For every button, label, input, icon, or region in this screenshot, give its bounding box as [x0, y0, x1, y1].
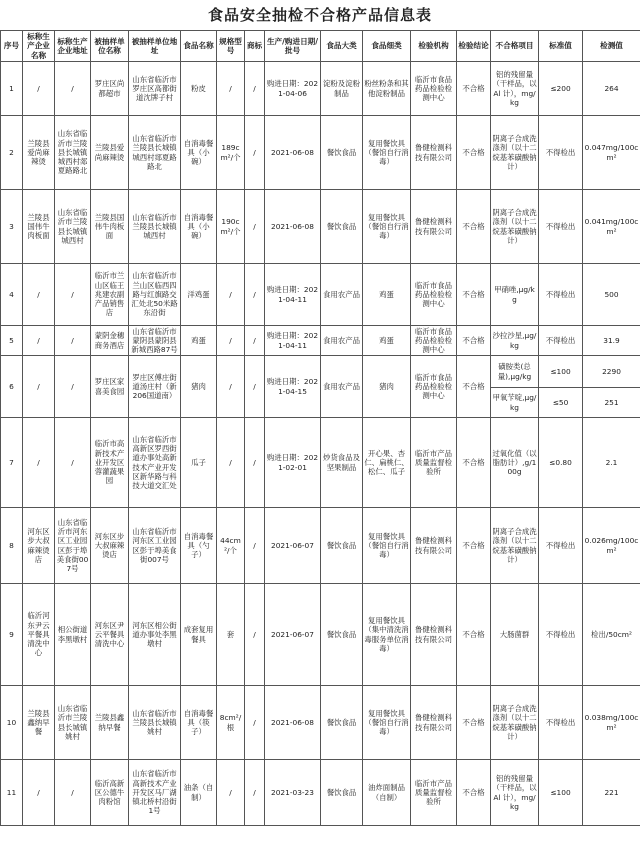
cell-brand: /	[245, 686, 265, 760]
cell-brand: /	[245, 326, 265, 356]
cell-unit-addr: 山东省临沂市高新技术产业开发区马厂湖镇北桥村沿街1号	[129, 760, 181, 826]
cell-unit-addr: 山东省临沂市蒙阴县蒙阴县新城西路87号	[129, 326, 181, 356]
cell-mfr: 兰陵县爱尚麻辣烫	[23, 116, 55, 190]
cell-cat: 餐饮食品	[321, 584, 363, 686]
cell-subcat: 复用餐饮具（餐馆自行消毒）	[363, 686, 411, 760]
cell-mfr-addr: /	[55, 264, 91, 326]
cell-mfr-addr: /	[55, 760, 91, 826]
cell-food: 瓜子	[181, 418, 217, 508]
cell-date: 2021-06-08	[265, 116, 321, 190]
cell-idx: 6	[1, 356, 23, 418]
cell-val: 2290	[583, 356, 640, 388]
cell-unit-addr: 山东省临沂市兰陵县长城镇城西村	[129, 190, 181, 264]
table-row	[1, 190, 640, 264]
cell-result: 不合格	[457, 264, 491, 326]
table-row	[1, 116, 640, 190]
cell-item: 沙拉沙星,μg/kg	[491, 326, 539, 356]
cell-spec: /	[217, 356, 245, 418]
cell-subcat: 开心果、杏仁、扁桃仁、松仁、瓜子	[363, 418, 411, 508]
cell-subcat: 复用餐饮具（餐馆自行消毒）	[363, 116, 411, 190]
table-row	[1, 760, 640, 826]
cell-date: 购进日期：2021-04-06	[265, 62, 321, 116]
cell-std: ≤0.80	[539, 418, 583, 508]
cell-item: 铝的残留量（干样品，以 Al 计），mg/kg	[491, 62, 539, 116]
cell-subcat: 鸡蛋	[363, 264, 411, 326]
column-header: 被抽样单位地址	[129, 31, 181, 62]
cell-subcat: 粉丝粉条和其他淀粉制品	[363, 62, 411, 116]
cell-item: 磺胺类(总量),μg/kg	[491, 356, 539, 388]
cell-unit: 临沂高新区公德牛肉粉馆	[91, 760, 129, 826]
cell-unit-addr: 山东省临沂市罗庄区高都街道沈牌子村	[129, 62, 181, 116]
cell-brand: /	[245, 116, 265, 190]
table-row	[1, 584, 640, 686]
cell-lab: 鲁健检测科技有限公司	[411, 686, 457, 760]
column-header: 食品名称	[181, 31, 217, 62]
cell-subcat: 油炸面制品（自制）	[363, 760, 411, 826]
cell-subcat: 复用餐饮具（餐馆自行消毒）	[363, 190, 411, 264]
cell-cat: 食用农产品	[321, 326, 363, 356]
cell-date: 2021-03-23	[265, 760, 321, 826]
cell-cat: 炒货食品及坚果制品	[321, 418, 363, 508]
cell-mfr-addr: /	[55, 326, 91, 356]
cell-lab: 临沂市食品药品检验检测中心	[411, 62, 457, 116]
cell-brand: /	[245, 418, 265, 508]
cell-date: 2021-06-08	[265, 686, 321, 760]
table-row	[1, 356, 640, 388]
cell-item: 甲硝唑,μg/kg	[491, 264, 539, 326]
cell-unit: 罗庄区家喜美食园	[91, 356, 129, 418]
cell-std: 不得检出	[539, 116, 583, 190]
cell-subcat: 复用餐饮具（餐馆自行消毒）	[363, 508, 411, 584]
cell-mfr: 兰陵县国伟牛肉板面	[23, 190, 55, 264]
cell-idx: 7	[1, 418, 23, 508]
page-title: 食品安全抽检不合格产品信息表	[207, 6, 432, 24]
cell-unit: 罗庄区尚都超市	[91, 62, 129, 116]
cell-brand: /	[245, 62, 265, 116]
cell-idx: 8	[1, 508, 23, 584]
table-row	[1, 686, 640, 760]
cell-cat: 食用农产品	[321, 356, 363, 418]
cell-spec: /	[217, 326, 245, 356]
cell-lab: 鲁健检测科技有限公司	[411, 584, 457, 686]
cell-result: 不合格	[457, 326, 491, 356]
cell-unit-addr: 山东省临沂市兰陵县长城镇城西村郯夏路路北	[129, 116, 181, 190]
cell-cat: 食用农产品	[321, 264, 363, 326]
table-row	[1, 508, 640, 584]
cell-brand: /	[245, 190, 265, 264]
cell-mfr: /	[23, 356, 55, 418]
cell-idx: 3	[1, 190, 23, 264]
column-header: 被抽样单位名称	[91, 31, 129, 62]
cell-val: 0.041mg/100cm²	[583, 190, 640, 264]
cell-date: 购进日期：2021-02-01	[265, 418, 321, 508]
cell-result: 不合格	[457, 686, 491, 760]
cell-lab: 鲁健检测科技有限公司	[411, 508, 457, 584]
cell-std: 不得检出	[539, 190, 583, 264]
cell-std: 不得检出	[539, 508, 583, 584]
cell-cat: 餐饮食品	[321, 508, 363, 584]
header-row	[1, 31, 640, 62]
cell-date: 2021-06-08	[265, 190, 321, 264]
cell-lab: 临沂市产品质量监督检验所	[411, 760, 457, 826]
cell-idx: 4	[1, 264, 23, 326]
cell-mfr: 兰陵县鑫纳早餐	[23, 686, 55, 760]
cell-food: 自消毒餐具（勺子）	[181, 508, 217, 584]
column-header: 标准值	[539, 31, 583, 62]
cell-result: 不合格	[457, 760, 491, 826]
cell-val: 251	[583, 388, 640, 418]
cell-spec: /	[217, 760, 245, 826]
table-row	[1, 418, 640, 508]
cell-unit-addr: 河东区相公街道办事处李黑墩村	[129, 584, 181, 686]
cell-mfr: /	[23, 418, 55, 508]
cell-mfr: /	[23, 760, 55, 826]
cell-lab: 临沂市食品药品检验检测中心	[411, 326, 457, 356]
table-row	[1, 62, 640, 116]
cell-mfr-addr: 山东省临沂市兰陵县长城镇姚村	[55, 686, 91, 760]
cell-brand: /	[245, 584, 265, 686]
cell-unit-addr: 山东省临沂市兰山区临西四路与红旗路交汇处北50米路东沿街	[129, 264, 181, 326]
cell-unit-addr: 罗庄区傅庄街道汤庄村（新206国道南）	[129, 356, 181, 418]
cell-mfr: 临沂河东尹云平餐具清洗中心	[23, 584, 55, 686]
column-header: 食品细类	[363, 31, 411, 62]
cell-val: 221	[583, 760, 640, 826]
table-row	[1, 326, 640, 356]
cell-spec: 套	[217, 584, 245, 686]
cell-val: 0.026mg/100cm²	[583, 508, 640, 584]
cell-idx: 2	[1, 116, 23, 190]
cell-food: 鸡蛋	[181, 326, 217, 356]
column-header: 检测值	[583, 31, 640, 62]
cell-mfr-addr: /	[55, 418, 91, 508]
cell-food: 成套复用餐具	[181, 584, 217, 686]
column-header: 检验机构	[411, 31, 457, 62]
cell-mfr-addr: 山东省临沂市河东区工业园区彭于埠美食街007号	[55, 508, 91, 584]
cell-unit: 临沂市高新技术产业开发区蓉灌蔬果园	[91, 418, 129, 508]
column-header: 标称生产企业地址	[55, 31, 91, 62]
cell-val: 2.1	[583, 418, 640, 508]
cell-item: 铝的残留量（干样品，以 Al 计），mg/kg	[491, 760, 539, 826]
cell-subcat: 鸡蛋	[363, 326, 411, 356]
cell-brand: /	[245, 356, 265, 418]
cell-unit-addr: 山东省临沂市兰陵县长城镇姚村	[129, 686, 181, 760]
cell-result: 不合格	[457, 418, 491, 508]
cell-spec: /	[217, 264, 245, 326]
cell-unit: 兰陵县爱尚麻辣烫	[91, 116, 129, 190]
cell-date: 2021-06-07	[265, 584, 321, 686]
cell-unit-addr: 山东省临沂市高新区罗西街道办事处高新技术产业开发区新华路与科技大道交汇处	[129, 418, 181, 508]
cell-result: 不合格	[457, 190, 491, 264]
cell-spec: /	[217, 418, 245, 508]
cell-item: 大肠菌群	[491, 584, 539, 686]
cell-mfr: /	[23, 326, 55, 356]
cell-mfr-addr: 山东省临沂市兰陵县长城镇城西村郯夏路路北	[55, 116, 91, 190]
cell-date: 购进日期：2021-04-11	[265, 264, 321, 326]
cell-idx: 5	[1, 326, 23, 356]
table-row	[1, 264, 640, 326]
cell-unit: 兰陵县鑫纳早餐	[91, 686, 129, 760]
cell-spec: 190cm²/个	[217, 190, 245, 264]
column-header: 标称生产企业名称	[23, 31, 55, 62]
cell-cat: 餐饮食品	[321, 686, 363, 760]
cell-spec: 44cm²/个	[217, 508, 245, 584]
cell-std: ≤50	[539, 388, 583, 418]
cell-unit: 河东区尹云平餐具清洗中心	[91, 584, 129, 686]
cell-val: 0.047mg/100cm²	[583, 116, 640, 190]
inspection-table	[0, 30, 640, 826]
cell-brand: /	[245, 264, 265, 326]
cell-lab: 鲁健检测科技有限公司	[411, 116, 457, 190]
cell-idx: 10	[1, 686, 23, 760]
cell-subcat: 猪肉	[363, 356, 411, 418]
cell-lab: 鲁健检测科技有限公司	[411, 190, 457, 264]
cell-idx: 1	[1, 62, 23, 116]
cell-food: 油条（自制）	[181, 760, 217, 826]
cell-brand: /	[245, 760, 265, 826]
cell-mfr-addr: 山东省临沂市兰陵县长城镇城西村	[55, 190, 91, 264]
cell-std: 不得检出	[539, 264, 583, 326]
cell-unit: 河东区步大叔麻辣烫店	[91, 508, 129, 584]
cell-result: 不合格	[457, 584, 491, 686]
cell-date: 购进日期：2021-04-11	[265, 326, 321, 356]
cell-result: 不合格	[457, 62, 491, 116]
cell-item: 阴离子合成洗涤剂（以十二烷基苯磺酸钠计）	[491, 686, 539, 760]
cell-mfr: /	[23, 264, 55, 326]
cell-subcat: 复用餐饮具（集中清洗消毒服务单位消毒）	[363, 584, 411, 686]
column-header: 食品大类	[321, 31, 363, 62]
cell-cat: 淀粉及淀粉制品	[321, 62, 363, 116]
cell-val: 31.9	[583, 326, 640, 356]
cell-idx: 9	[1, 584, 23, 686]
cell-val: 500	[583, 264, 640, 326]
cell-std: 不得检出	[539, 584, 583, 686]
cell-val: 0.038mg/100cm²	[583, 686, 640, 760]
cell-item: 阴离子合成洗涤剂（以十二烷基苯磺酸钠计）	[491, 116, 539, 190]
cell-item: 阴离子合成洗涤剂（以十二烷基苯磺酸钠计）	[491, 508, 539, 584]
cell-cat: 餐饮食品	[321, 116, 363, 190]
cell-mfr-addr: /	[55, 356, 91, 418]
cell-result: 不合格	[457, 116, 491, 190]
cell-brand: /	[245, 508, 265, 584]
cell-val: 264	[583, 62, 640, 116]
cell-mfr: /	[23, 62, 55, 116]
cell-mfr-addr: /	[55, 62, 91, 116]
column-header: 序号	[1, 31, 23, 62]
cell-spec: 8cm²/根	[217, 686, 245, 760]
cell-food: 洋鸡蛋	[181, 264, 217, 326]
cell-lab: 临沂市食品药品检验检测中心	[411, 264, 457, 326]
cell-spec: 189cm²/个	[217, 116, 245, 190]
cell-std: ≤200	[539, 62, 583, 116]
cell-lab: 临沂市产品质量监督检验所	[411, 418, 457, 508]
cell-lab: 临沂市食品药品检验检测中心	[411, 356, 457, 418]
cell-result: 不合格	[457, 356, 491, 418]
cell-food: 自消毒餐具（小碗）	[181, 190, 217, 264]
cell-cat: 餐饮食品	[321, 760, 363, 826]
cell-std: ≤100	[539, 356, 583, 388]
cell-unit: 兰陵县国伟牛肉板面	[91, 190, 129, 264]
column-header: 检验结论	[457, 31, 491, 62]
cell-date: 2021-06-07	[265, 508, 321, 584]
cell-food: 猪肉	[181, 356, 217, 418]
cell-idx: 11	[1, 760, 23, 826]
cell-unit-addr: 山东省临沂市河东区工业园区彭于埠美食街007号	[129, 508, 181, 584]
column-header: 不合格项目	[491, 31, 539, 62]
cell-mfr-addr: 相公街道李黑墩村	[55, 584, 91, 686]
cell-mfr: 河东区步大叔麻辣烫店	[23, 508, 55, 584]
cell-std: 不得检出	[539, 326, 583, 356]
cell-spec: /	[217, 62, 245, 116]
cell-food: 自消毒餐具（小碗）	[181, 116, 217, 190]
cell-item: 阴离子合成洗涤剂（以十二烷基苯磺酸钠计）	[491, 190, 539, 264]
cell-unit: 蒙阴金穗商务酒店	[91, 326, 129, 356]
cell-std: ≤100	[539, 760, 583, 826]
cell-date: 购进日期：2021-04-15	[265, 356, 321, 418]
cell-item: 甲氧苄啶,μg/kg	[491, 388, 539, 418]
cell-item: 过氧化值（以脂肪计）,g/100g	[491, 418, 539, 508]
column-header: 商标	[245, 31, 265, 62]
column-header: 规格型号	[217, 31, 245, 62]
cell-result: 不合格	[457, 508, 491, 584]
cell-unit: 临沂市兰山区临王兆建农副产品销售店	[91, 264, 129, 326]
cell-cat: 餐饮食品	[321, 190, 363, 264]
cell-std: 不得检出	[539, 686, 583, 760]
column-header: 生产/购进日期/批号	[265, 31, 321, 62]
cell-food: 自消毒餐具（筷子）	[181, 686, 217, 760]
cell-food: 粉皮	[181, 62, 217, 116]
cell-val: 检出/50cm²	[583, 584, 640, 686]
